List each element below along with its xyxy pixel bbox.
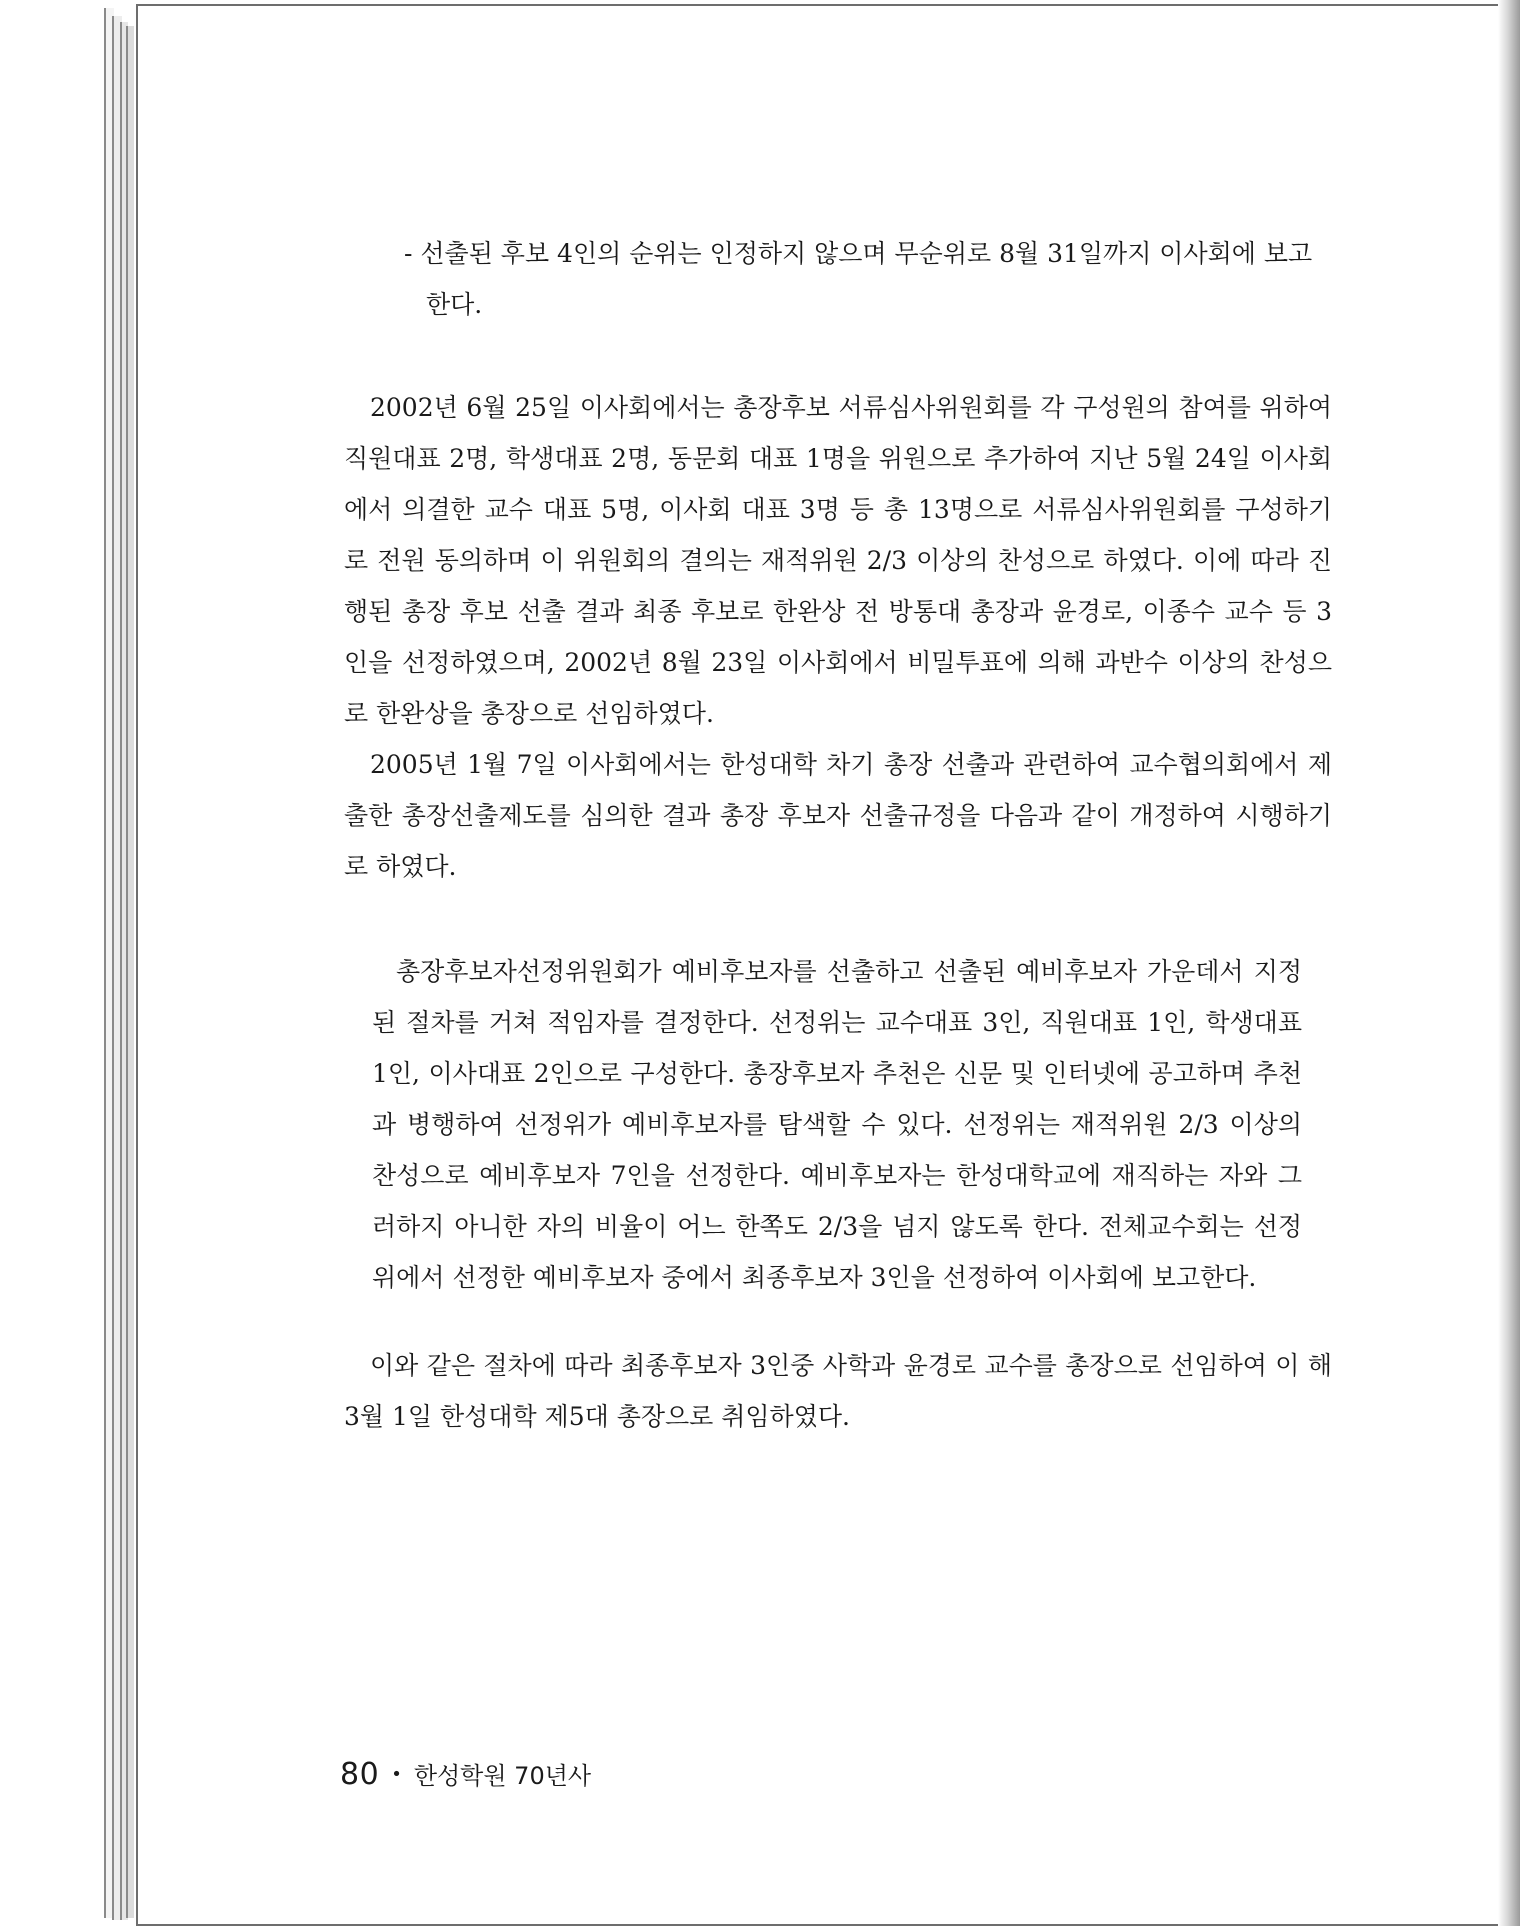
closing-section (344, 1340, 1332, 1442)
bullet-item: - 선출된 후보 4인의 순위는 인정하지 않으며 무순위로 8월 31일까지 이사회에 보고 한다. (404, 239, 1313, 319)
paragraph-2002: 2002년 6월 25일 이사회에서는 총장후보 서류심사위원회를 각 구성원의 참여를 위하여 직원대표 2명, 학생대표 2명, 동문회 대표 1명을 위원으로 추가하여 지난 5월 24일 이사회에서 의결한 교수 대표 5명, 이사회 대표 3명 등 총 13명으로 서류심사위원회를 구성하기로 전원 동의하며 이 위원회의 결의는 재적위원 2/3 이상의 찬성으로 하였다. 이에 따라 진행된 총장 후보 선출 결과 최종 후보로 한완상 전 방통대 총장과 윤경로, 이종수 교수 등 3인을 선정하였으며, 2002년 8월 23일 이사회에서 비밀투표에 의해 과반수 이상의 찬성으로 한완상을 총장으로 선임하였다. (344, 393, 1332, 728)
body-section (344, 382, 1332, 892)
book-title: 한성학원 70년사 (413, 1762, 592, 1790)
page-shadow (1498, 0, 1520, 1926)
paragraph-closing: 이와 같은 절차에 따라 최종후보자 3인중 사학과 윤경로 교수를 총장으로 선임하여 이 해 3월 1일 한성대학 제5대 총장으로 취임하였다. (344, 1351, 1332, 1431)
page-number: 80 (340, 1757, 380, 1792)
footer-separator: • (391, 1764, 402, 1785)
paragraph-2005: 2005년 1월 7일 이사회에서는 한성대학 차기 총장 선출과 관련하여 교수협의회에서 제출한 총장선출제도를 심의한 결과 총장 후보자 선출규정을 다음과 같이 개정하여 시행하기로 하였다. (344, 750, 1332, 881)
regulation-quote: 총장후보자선정위원회가 예비후보자를 선출하고 선출된 예비후보자 가운데서 지정된 절차를 거쳐 적임자를 결정한다. 선정위는 교수대표 3인, 직원대표 1인, 학생대표 1인, 이사대표 2인으로 구성한다. 총장후보자 추천은 신문 및 인터넷에 공고하며 추천과 병행하여 선정위가 예비후보자를 탐색할 수 있다. 선정위는 재적위원 2/3 이상의 찬성으로 예비후보자 7인을 선정한다. 예비후보자는 한성대학교에 재직하는 자와 그러하지 아니한 자의 비율이 어느 한쪽도 2/3을 넘지 않도록 한다. 전체교수회는 선정위에서 선정한 예비후보자 중에서 최종후보자 3인을 선정하여 이사회에 보고한다. (372, 957, 1302, 1292)
page-footer (340, 1756, 591, 1792)
page-edge (126, 26, 134, 1918)
